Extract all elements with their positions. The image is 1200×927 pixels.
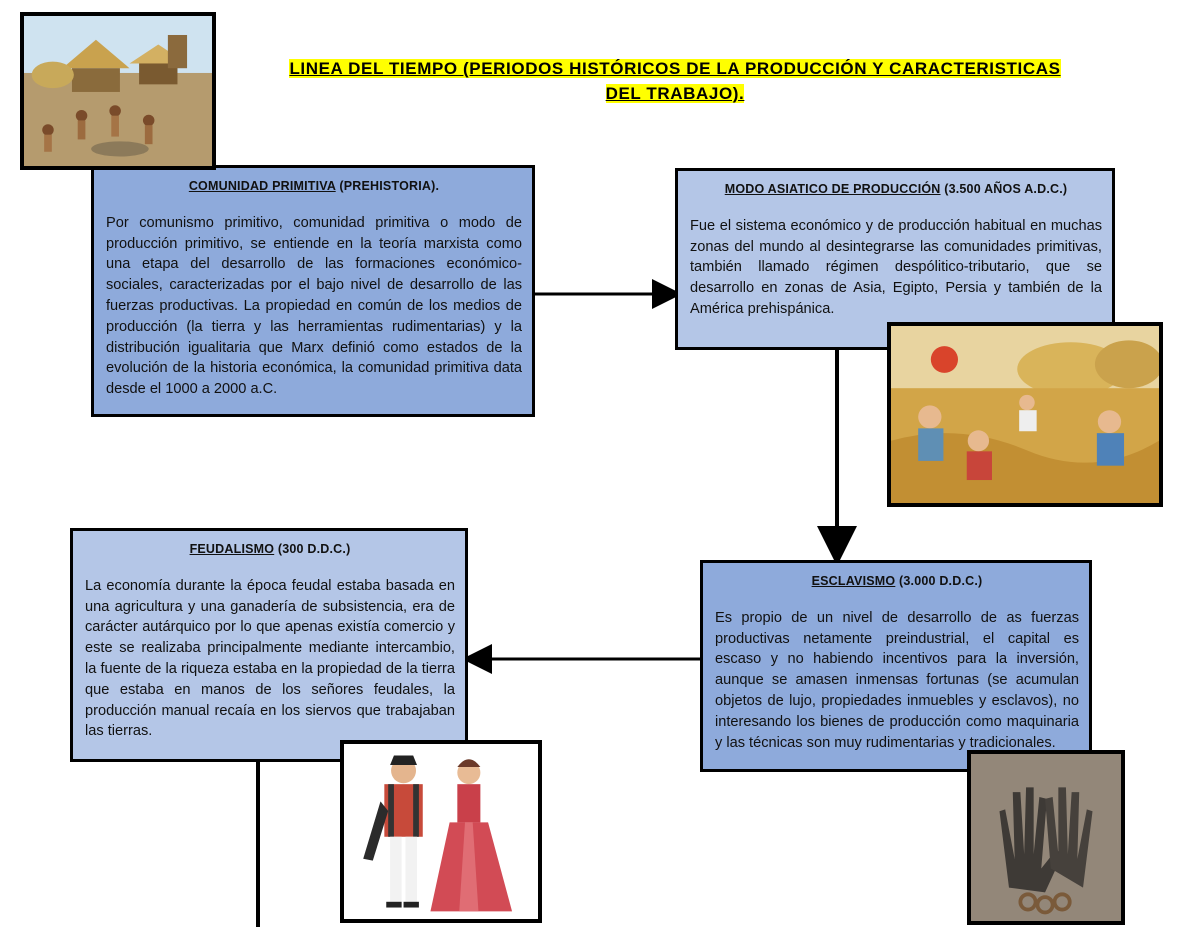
chained-hands-image [967,750,1125,925]
title-line-1: LINEA DEL TIEMPO (PERIODOS HISTÓRICOS DE LA PRODUCCIÓN Y CARACTERISTICAS [289,59,1061,78]
feudal-couple-image [340,740,542,923]
period-heading: FEUDALISMO (300 D.D.C.) [189,542,351,556]
harvest-painting-image [887,322,1163,507]
period-text: Es propio de un nivel de desarrollo de as fuerzas productivas netamente preindustrial, el capital es escaso y no habiendo incentivos para la inversión, aunque se amasen inmensas fortunas (se acumulan objetos de lujo, propiedades inmuebles y esclavos), no interesando los bienes de producción como maquinaria y las técnicas son muy rudimentarias y tradicionales. [715,609,1079,751]
period-heading: MODO ASIATICO DE PRODUCCIÓN (3.500 AÑOS A.D.C.) [724,182,1068,196]
title-line-2: DEL TRABAJO). [605,84,745,103]
period-text: Por comunismo primitivo, comunidad primitiva o modo de producción primitivo, se entiende en la teoría marxista como una etapa del desarrollo de las formaciones económico-sociales, caracterizadas por el bajo nivel de desarrollo de las fuerzas productivas. La propiedad en común de los medios de producción (la tierra y las herramientas rudimentarias) y la distribución igualitaria que Marx definió como estados de la evolución de la historia económica, la comunidad primitiva data desde el 1000 a 2000 a.C. [106,214,522,398]
prehistoric-village-image [20,12,216,170]
period-box-comunidad-primitiva [91,165,535,417]
period-text: Fue el sistema económico y de producción habitual en muchas zonas del mundo al desintegrarse las comunidades primitivas, también llamado régimen despólitico-tributario, que se desarrollo en zonas de Asia, Egipto, Persia y también de la América prehispánica. [690,217,1102,317]
period-heading: COMUNIDAD PRIMITIVA (PREHISTORIA). [188,179,440,193]
period-text: La economía durante la época feudal estaba basada en una agricultura y una ganadería de subsistencia, era de carácter autárquico por lo que apenas existía comercio y este se realizaba principalmente mediante intercambio, la fuente de la riqueza estaba en la propiedad de la tierra que estaba en manos de los señores feudales, la producción manual recaía en los siervos que trabajaban las tierras. [85,577,455,740]
period-heading: ESCLAVISMO (3.000 D.D.C.) [811,574,983,588]
period-box-feudalismo [70,528,468,762]
period-box-esclavismo [700,560,1092,772]
